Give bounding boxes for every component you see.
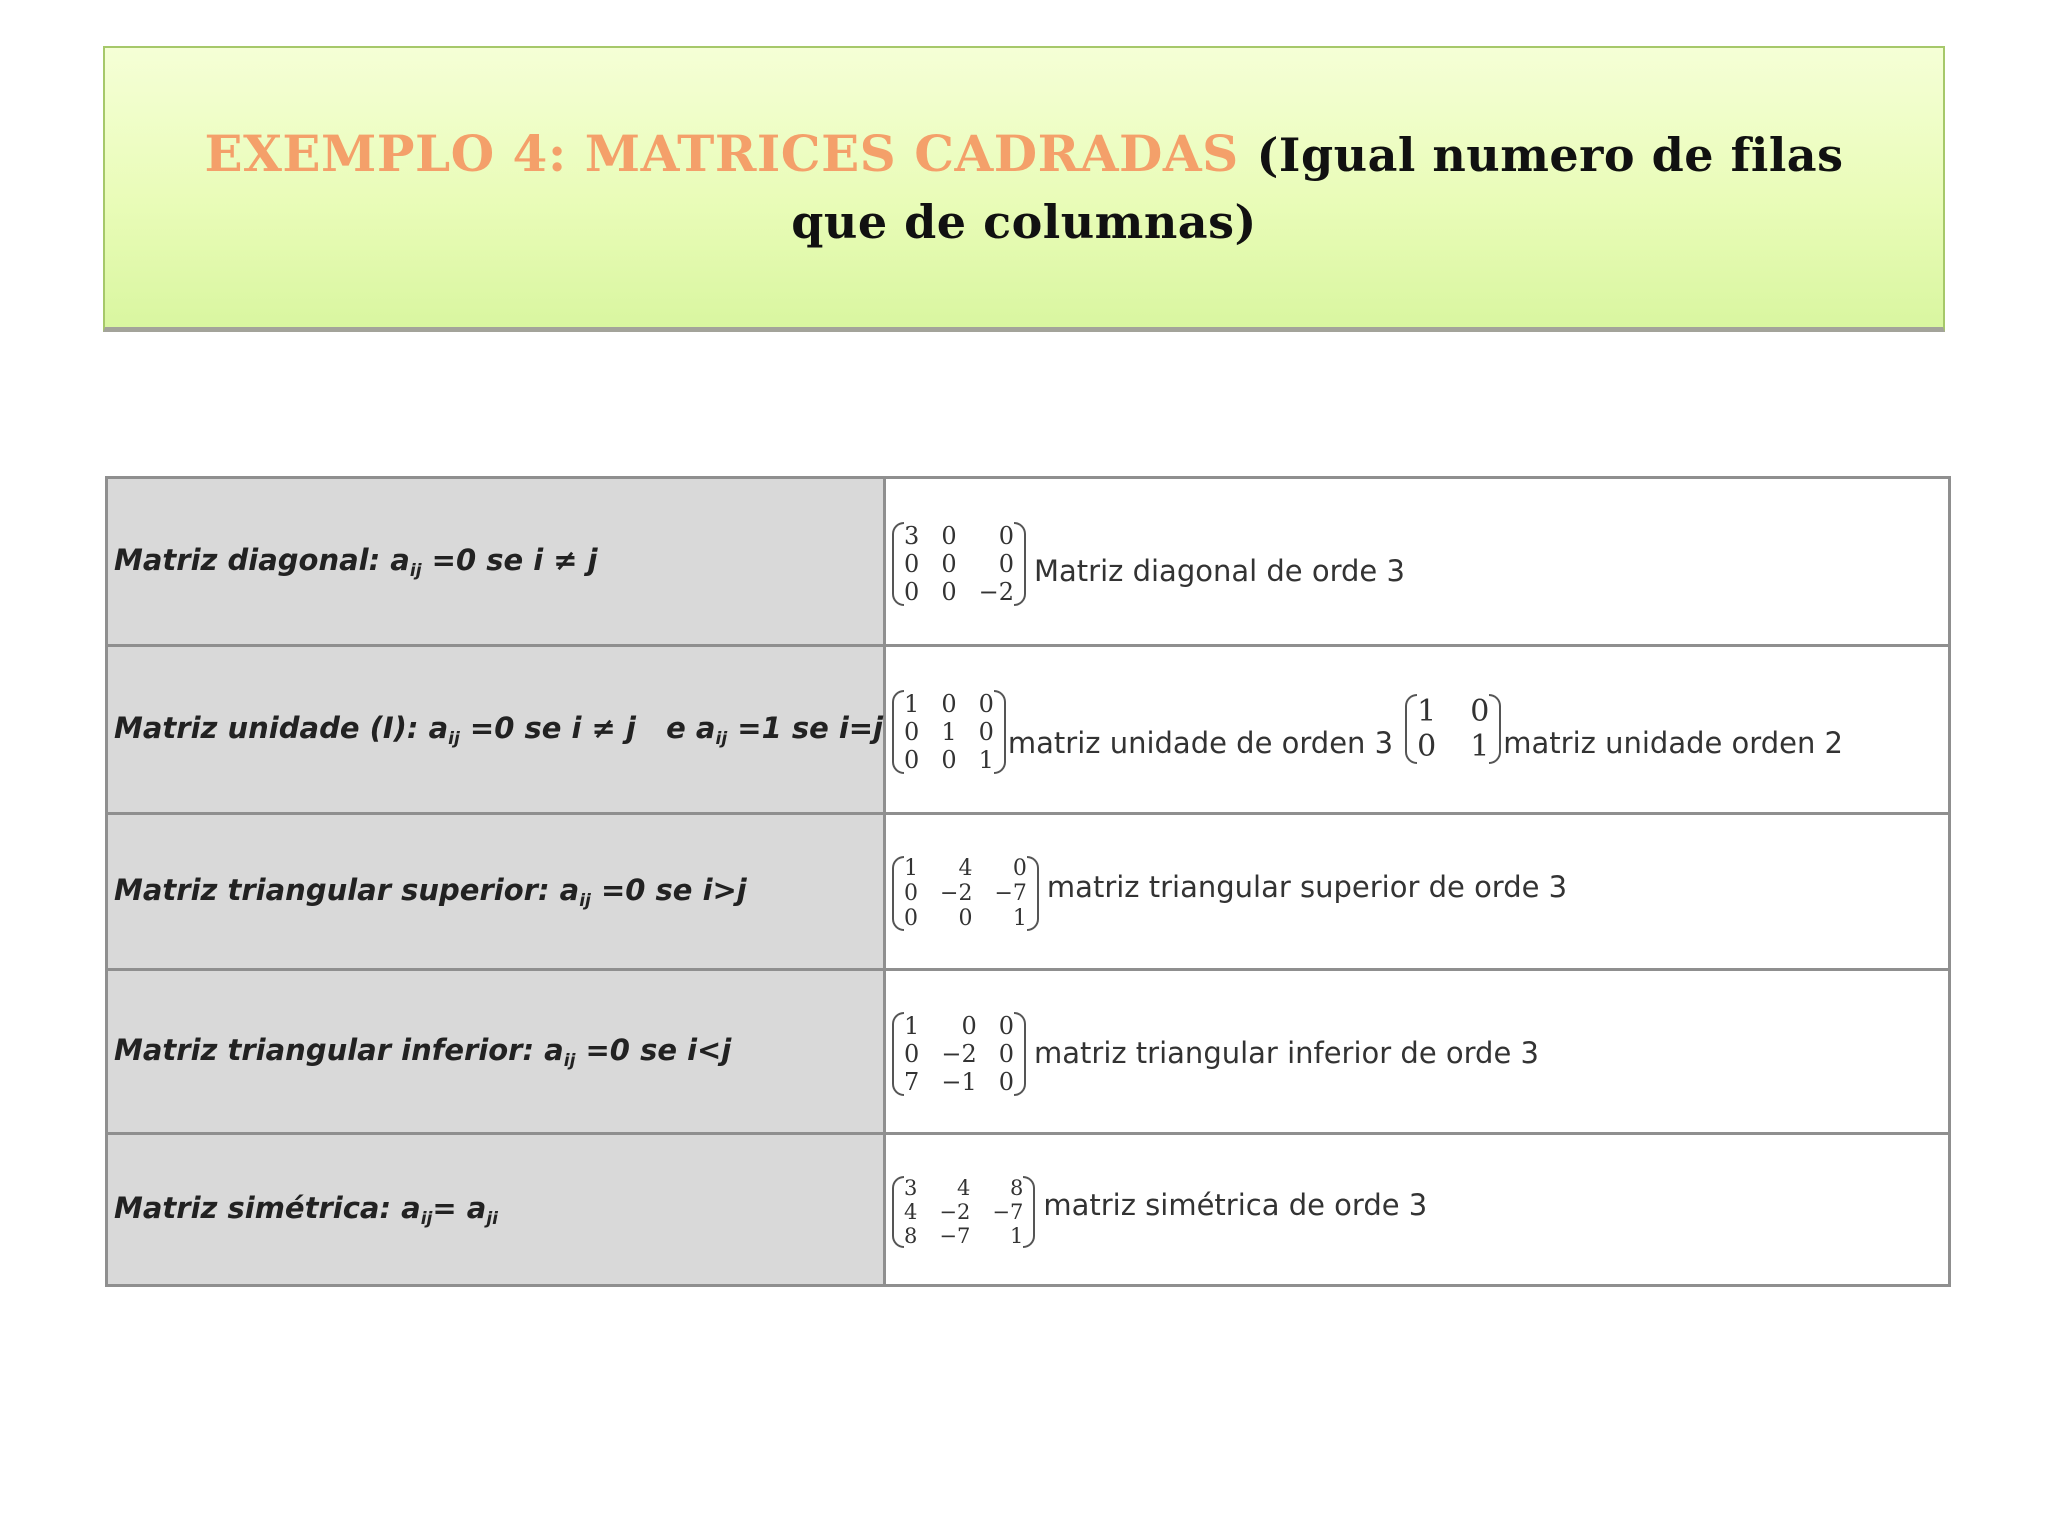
- row-label: [107, 1134, 885, 1286]
- matrix-types-table: [105, 476, 1951, 1287]
- matrix-2x2: [1405, 694, 1501, 764]
- matrix-entry: 1: [904, 856, 919, 881]
- label-text: =0 se i ≠ j e a: [459, 710, 716, 745]
- row-label: [107, 478, 885, 646]
- label-text: Matriz diagonal: a: [114, 542, 410, 577]
- matrix-entry: 1: [1470, 728, 1490, 764]
- table-row: [107, 814, 1950, 970]
- matrix-entry: 8: [1009, 1175, 1024, 1200]
- label-text: Matriz triangular superior: a: [114, 872, 580, 907]
- matrix-entry: 0: [1417, 728, 1437, 764]
- matrix-entry: 3: [904, 521, 920, 550]
- label-subscript: ij: [563, 1050, 576, 1071]
- matrix: [892, 1176, 1035, 1248]
- table-row: [107, 1134, 1950, 1286]
- label-text: Matriz triangular inferior: a: [114, 1032, 564, 1067]
- matrix-entry: 1: [1417, 693, 1437, 729]
- matrix-entry: 0: [1012, 856, 1027, 881]
- matrix-entry: 1: [904, 1011, 920, 1040]
- matrix-entry: −2: [978, 577, 1014, 606]
- matrix-description: matriz triangular inferior de orde 3: [1034, 1035, 1539, 1070]
- matrix-entry: 0: [978, 689, 994, 718]
- matrix-entry: 0: [904, 745, 920, 774]
- label-text: = a: [432, 1190, 487, 1225]
- matrix-entry: −7: [939, 1223, 971, 1248]
- row-label: [107, 646, 885, 814]
- matrix-description: matriz simétrica de orde 3: [1043, 1187, 1428, 1222]
- matrix-entry: 0: [941, 549, 957, 578]
- label-subscript: ij: [420, 1208, 433, 1229]
- matrix: [892, 690, 1006, 774]
- matrix-entry: −2: [941, 1039, 977, 1068]
- matrix-description: matriz triangular superior de orde 3: [1046, 870, 1568, 904]
- table-row: [107, 478, 1950, 646]
- matrix-entry: −1: [941, 1067, 977, 1096]
- row-label: [107, 970, 885, 1134]
- matrix-entry: 0: [998, 1067, 1014, 1096]
- matrix-entry: 0: [904, 1039, 920, 1068]
- matrix-entry: −7: [994, 881, 1027, 906]
- table-row: [107, 646, 1950, 814]
- matrix-entry: 0: [1470, 693, 1490, 729]
- slide-title-box: [103, 46, 1945, 332]
- matrix-entry: 0: [941, 577, 957, 606]
- label-text: =0 se i ≠ j: [421, 542, 598, 577]
- label-text: =0 se i<j: [575, 1032, 732, 1067]
- matrix-entry: 0: [904, 906, 919, 931]
- row-example: [885, 478, 1950, 646]
- title-sub: (Igual numero de filas que de columnas): [791, 127, 1844, 249]
- matrix: [892, 856, 1039, 931]
- row-example: [885, 814, 1950, 970]
- matrix-entry: 3: [904, 1175, 918, 1200]
- matrix-entry: 4: [904, 1199, 918, 1224]
- matrix-entry: 0: [998, 1011, 1014, 1040]
- matrix-entry: 0: [958, 906, 973, 931]
- matrix-entry: 1: [1009, 1223, 1024, 1248]
- matrix-entry: 0: [904, 549, 920, 578]
- matrix-entry: 8: [904, 1223, 918, 1248]
- label-text: =0 se i>j: [590, 872, 747, 907]
- matrix-entry: 0: [998, 521, 1014, 550]
- matrix-entry: 0: [998, 1039, 1014, 1068]
- matrix: [892, 522, 1026, 606]
- label-subscript: ij: [715, 728, 728, 749]
- matrix-description-2: matriz unidade orden 2: [1503, 725, 1844, 760]
- table-row: [107, 970, 1950, 1134]
- matrix-description: matriz unidade de orden 3: [1007, 725, 1394, 760]
- label-text: =1 se i=j: [727, 710, 884, 745]
- matrix-description: Matriz diagonal de orde 3: [1034, 553, 1405, 588]
- matrix: [892, 1012, 1026, 1096]
- label-subscript: ji: [486, 1208, 499, 1229]
- row-example: [885, 970, 1950, 1134]
- matrix-entry: 0: [941, 689, 957, 718]
- matrix-entry: 4: [958, 856, 973, 881]
- matrix-entry: −7: [992, 1199, 1024, 1224]
- matrix-entry: 0: [904, 717, 920, 746]
- matrix-entry: 0: [941, 521, 957, 550]
- title-main: EXEMPLO 4: MATRICES CADRADAS: [204, 123, 1239, 183]
- row-example: [885, 646, 1950, 814]
- row-example: [885, 1134, 1950, 1286]
- matrix-entry: 0: [941, 745, 957, 774]
- matrix-entry: −2: [940, 881, 973, 906]
- matrix-entry: −2: [939, 1199, 971, 1224]
- slide-title: [155, 121, 1893, 255]
- matrix-entry: 1: [1012, 906, 1027, 931]
- matrix-entry: 1: [978, 745, 994, 774]
- row-label: [107, 814, 885, 970]
- label-subscript: ij: [448, 728, 460, 749]
- matrix-entry: 0: [904, 881, 919, 906]
- matrix-entry: 0: [978, 717, 994, 746]
- matrix-entry: 4: [957, 1175, 971, 1200]
- matrix-entry: 0: [961, 1011, 977, 1040]
- matrix-entry: 1: [941, 717, 957, 746]
- label-subscript: ij: [409, 560, 422, 581]
- matrix-entry: 0: [998, 549, 1014, 578]
- label-text: Matriz unidade (I): a: [114, 710, 449, 745]
- matrix-entry: 1: [904, 689, 920, 718]
- matrix-entry: 0: [904, 577, 920, 606]
- label-text: Matriz simétrica: a: [114, 1190, 421, 1225]
- matrix-entry: 7: [904, 1067, 920, 1096]
- label-subscript: ij: [579, 890, 591, 911]
